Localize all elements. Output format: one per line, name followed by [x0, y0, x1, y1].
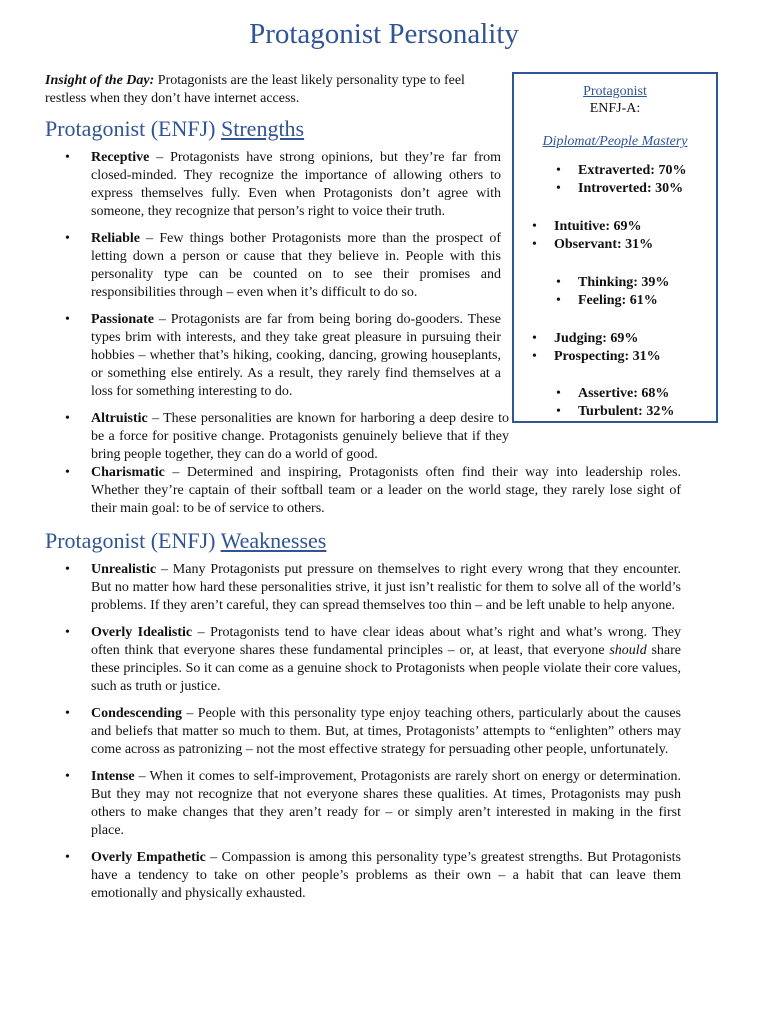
strength-text: – These personalities are known for harboring a deep desire to be a force for positive change. Protagonists genuinely believe that if they bring people together, they can do a world of good. — [91, 411, 509, 462]
strength-item — [45, 311, 501, 401]
stat-item: • Prospecting: 31% — [528, 348, 661, 366]
strength-term: Reliable — [91, 231, 140, 246]
weakness-text-continued: share these principles. So it can come as a genuine shock to Protagonists when people violate their core values, such as truth or justice. — [91, 643, 681, 694]
weakness-term: Unrealistic — [91, 562, 157, 577]
strengths-list — [45, 149, 509, 473]
weaknesses-heading — [45, 528, 326, 554]
weakness-term: Intense — [91, 769, 135, 784]
stat-group-energy — [552, 162, 686, 198]
strength-item — [45, 149, 501, 221]
stat-item: • Intuitive: 69% — [528, 218, 653, 236]
weakness-term: Overly Empathetic — [91, 850, 206, 865]
weakness-text: – Protagonists tend to have clear ideas about what’s right and what’s wrong. They often think that everyone shares these fundamental principles – or, at least, that everyone — [91, 625, 681, 658]
insight-text: Protagonists are the least likely personality type to feel restless when they don’t have internet access. — [45, 73, 465, 106]
weakness-term: Overly Idealistic — [91, 625, 193, 640]
stat-item: • Observant: 31% — [528, 236, 653, 254]
weakness-item — [45, 768, 681, 840]
strengths-heading — [45, 116, 304, 142]
stat-item: • Extraverted: 70% — [552, 162, 686, 180]
stat-item: • Introverted: 30% — [552, 180, 686, 198]
stat-item: • Judging: 69% — [528, 330, 661, 348]
sidebar-type-code: ENFJ-A: — [589, 101, 641, 116]
stat-group-tactics — [528, 330, 661, 366]
strength-item — [45, 230, 501, 302]
strength-term: Receptive — [91, 150, 150, 165]
strength-item — [45, 464, 681, 518]
weakness-item — [45, 705, 681, 759]
weakness-item — [45, 624, 681, 696]
weakness-term: Condescending — [91, 706, 183, 721]
weaknesses-list — [45, 561, 681, 912]
weakness-emphasis: should — [609, 643, 647, 658]
weaknesses-heading-prefix: Protagonist (ENFJ) — [45, 528, 221, 553]
sidebar-header — [514, 83, 716, 150]
insight-of-the-day — [45, 72, 505, 108]
strength-item — [45, 410, 509, 464]
strength-term: Charismatic — [91, 465, 165, 480]
strength-text: – Protagonists have strong opinions, but they’re far from closed-minded. They recognize the importance of allowing others to express themselves fully. Even when Protagonists don’t agree with someone, they recognize that person’s right to voice their truth. — [91, 150, 501, 219]
stat-item: • Assertive: 68% — [552, 385, 674, 403]
weakness-text: – Many Protagonists put pressure on themselves to right every wrong that they encounter. But no matter how hard these personalities strive, it just isn’t realistic for them to solve all of the world’s problems. If they aren’t careful, they can spread themselves too thin – and be left unable to help anyone. — [91, 562, 681, 613]
strengths-heading-prefix: Protagonist (ENFJ) — [45, 116, 221, 141]
page-title: Protagonist Personality — [249, 18, 519, 50]
weakness-item — [45, 561, 681, 615]
weakness-text: – Compassion is among this personality type’s greatest strengths. But Protagonists have a tendency to take on other people’s problems as their own – a habit that can leave them emotionally and physically exhausted. — [91, 850, 681, 901]
stat-group-mind — [528, 218, 653, 254]
personality-stats-box — [512, 72, 718, 423]
strength-term: Passionate — [91, 312, 154, 327]
strength-text: – Determined and inspiring, Protagonists often find their way into leadership roles. Whether they’re captain of their softball team or a leader on the world stage, they rarely lose sight of their main goal: to be of service to others. — [91, 465, 681, 516]
strengths-list-continued — [45, 464, 681, 518]
weakness-text: – People with this personality type enjoy teaching others, particularly about the causes and beliefs that matter so much to them. But, at times, Protagonists’ attempts to “enlighten” others may come across as patronizing – not the most effective strategy for persuading other people, unfortunately. — [91, 706, 681, 757]
stat-item: • Turbulent: 32% — [552, 403, 674, 421]
sidebar-role: Diplomat/People Mastery — [542, 134, 688, 149]
stat-group-nature — [552, 274, 669, 310]
strength-term: Altruistic — [91, 411, 148, 426]
sidebar-type-name: Protagonist — [583, 84, 647, 99]
strength-text: – Few things bother Protagonists more than the prospect of letting down a person or cause that they believe in. People with this personality type can be counted on to see their promises and responsibilities through – even when it’s difficult to do so. — [91, 231, 501, 300]
stat-item: • Feeling: 61% — [552, 292, 669, 310]
weaknesses-heading-link: Weaknesses — [220, 528, 327, 553]
stat-item: • Thinking: 39% — [552, 274, 669, 292]
insight-label: Insight of the Day: — [45, 73, 155, 88]
stat-group-identity — [552, 385, 674, 421]
strengths-heading-link: Strengths — [221, 116, 305, 141]
weakness-item — [45, 849, 681, 903]
weakness-text: – When it comes to self-improvement, Protagonists are rarely short on energy or determination. But they may not recognize that not everyone shares these qualities. At times, Protagonists may push others to make changes that they aren’t ready for – or simply aren’t interested in making in the first place. — [91, 769, 681, 838]
strength-text: – Protagonists are far from being boring do-gooders. These types brim with interests, and they take great pleasure in pursuing their hobbies – whether that’s hiking, cooking, dancing, growing houseplants, or something else entirely. As a result, they rarely find themselves at a loss for something interesting to do. — [91, 312, 501, 399]
